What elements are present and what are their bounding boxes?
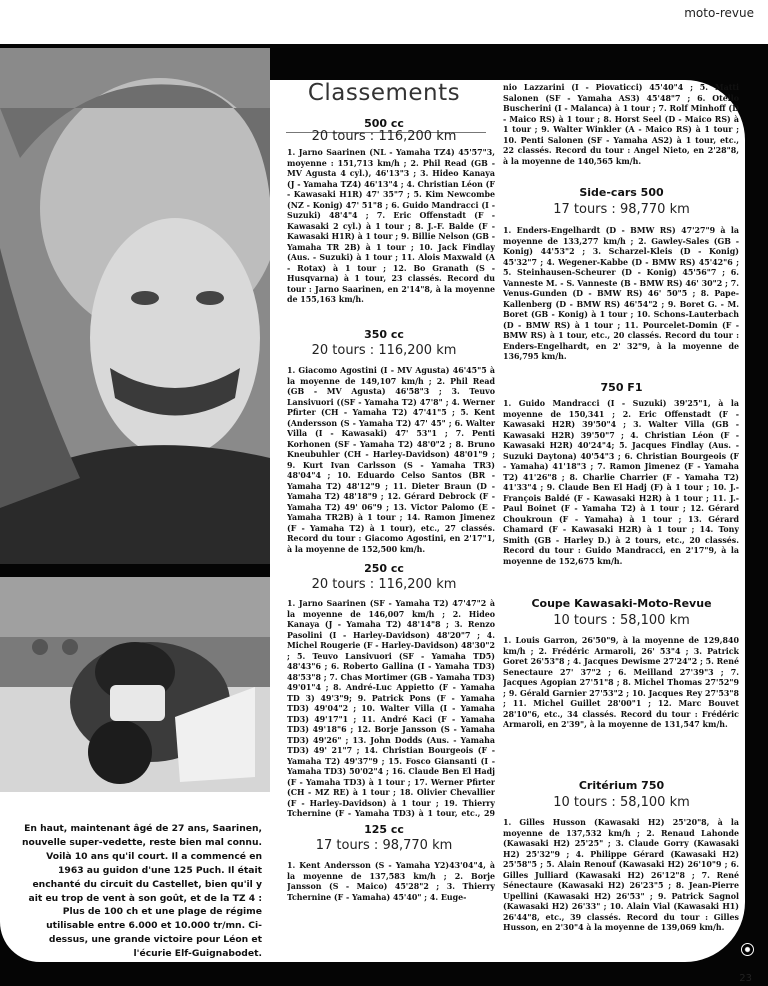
subheading-125cc: 17 tours : 98,770 km	[315, 838, 453, 853]
subheading-criterium-750: 10 tours : 58,100 km	[553, 795, 690, 810]
subheading-coupe-kawasaki: 10 tours : 58,100 km	[553, 613, 690, 628]
page-number: 23	[739, 973, 752, 984]
subheading-500cc: 20 tours : 116,200 km	[311, 129, 457, 144]
results-350cc: 1. Giacomo Agostini (I - MV Agusta) 46'45"5 à la moyenne de 149,107 km/h ; 2. Phil Read (GB - MV Agusta) 46'58"3 ; 3. Teuvo Lansivuori ((SF - Yamaha T2) 47'8" ; 4. Werner Pfirter (CH - Yamaha T2) 47'41"5 ; 5. Kent (Andersson (S - Yamaha T2) 47' 45" ; 6. Walter Villa (I - Kawasaki) 47' 53"1 ; 7. Penti Korhonen (SF - Yamaha T2) 48'0"2 ; 8. Bruno Kneubuhler (CH - Harley-Davidson) 48'01"9 ; 9. Kurt Ivan Carlsson (S - Yamaha TR3) 48'04"4 ; 10. Eduardo Celso Santos (BR - Yamaha T2) 48'12"9 ; 11. Dieter Braun (D - Yamaha T2) 48'18"9 ; 12. Gérard Debrock (F - Yamaha T2) 49' 06"9 ; 13. Victor Palomo (E - Yamaha TR2B) à 1 tour ; 14. Ramon Jimenez (F - Yamaha T2) à 1 tour), etc., 27 classés. Record du tour : Giacomo Agostini, en 2'17"1, à la moyenne de 152,500 km/h.	[287, 366, 495, 554]
heading-criterium-750: Critérium 750	[578, 779, 665, 792]
results-criterium-750: 1. Gilles Husson (Kawasaki H2) 25'20"8, à la moyenne de 137,532 km/h ; 2. Renaud Lahonde (Kawasaki H2) 25'25" ; 3. Claude Gorry (Kawasaki H2) 25'32"9 ; 4. Philippe Gérard (Kawasaki H2) 25'58"5 ; 5. Alain Renouf (Kawasaki H2) 26'10"9 ; 6. Gilles Julliard (Kawasaki H2) 26'12"8 ; 7. René Sénectaure (Kawasaki H2) 26'23"5 ; 8. Jean-Pierre Upellini (Kawasaki H2) 26'53" ; 9. Patrick Sagnol (Kawasaki H2) 26'33" ; 10. Alain Vial (Kawasaki H1) 26'44"8, etc., 39 classés. Record du tour : Gilles Husson, en 2'30"4 à la moyenne de 139,069 km/h.	[503, 818, 739, 932]
race-illustration	[0, 577, 270, 792]
heading-350cc: 350 cc	[364, 328, 404, 341]
subheading-sidecars: 17 tours : 98,770 km	[553, 202, 690, 217]
heading-sidecars: Side-cars 500	[579, 186, 664, 199]
portrait-photo	[0, 48, 270, 564]
subheading-250cc: 20 tours : 116,200 km	[311, 577, 457, 592]
page-title: Classements	[307, 80, 461, 106]
heading-500cc: 500 cc	[364, 117, 404, 130]
race-photo	[0, 577, 270, 792]
subheading-350cc: 20 tours : 116,200 km	[311, 343, 457, 358]
heading-125cc: 125 cc	[364, 823, 404, 836]
magazine-brand: moto-revue	[684, 6, 754, 20]
portrait-illustration	[0, 48, 270, 564]
magazine-crest-icon	[741, 943, 754, 956]
results-750f1: 1. Guido Mandracci (I - Suzuki) 39'25"1, à la moyenne de 150,341 ; 2. Eric Offenstadt (F - Kawasaki H2R) 39'50"4 ; 3. Walter Villa (GB - Kawasaki H2R) 39'50"7 ; 4. Christian Léon (F - Kawasaki H2R) 40'24"4; 5. Jacques Findlay (Aus. - Suzuki Daytona) 40'54"3 ; 6. Christian Bourgeois (F - Yamaha) 41'18"3 ; 7. Ramon Jimenez (F - Yamaha T2) 41'26"8 ; 8. Charlie Charrier (F - Yamaha T2) 41'33"4 ; 9. Claude Ben El Hadj (F) à 1 tour ; 10. J.-François Baldé (F - Kawasaki H2R) à 1 tour ; 11. J.-Paul Boinet (F - Yamaha T2) à 1 tour ; 12. Gérard Choukroun (F - Yamaha) à 1 tour ; 13. Gérard Chamard (F - Kawasaki H2R) à 1 tour ; 14. Tony Smith (GB - Harley D.) à 2 tours, etc., 20 classés. Record du tour : Guido Mandracci, en 2'17"9, à la moyenne de 152,675 km/h.	[503, 399, 739, 566]
heading-750f1: 750 F1	[600, 381, 643, 394]
results-500cc: 1. Jarno Saarinen (NL - Yamaha TZ4) 45'57"3, moyenne : 151,713 km/h ; 2. Phil Read (GB - MV Agusta 4 cyl.), 46'13"3 ; 3. Hideo Kanaya (J - Yamaha TZ4) 46'13"4 ; 4. Christian Léon (F - Kawasaki H1R) 47' 35"7 ; 5. Kim Newcombe (NZ - Konig) 47' 51"8 ; 6. Guido Mandracci (I - Suzuki) 48'4"4 ; 7. Eric Offenstadt (F - Kawasaki 2 cyl.) à 1 tour ; 8. J.-F. Balde (F - Kawasaki H1R) à 1 tour ; 9. Billie Nelson (GB - Yamaha TR 2B) à 1 tour ; 10. Jack Findlay (Aus. - Suzuki) à 1 tour ; 11. Alois Maxwald (A - Rotax) à 1 tour ; 12. Bo Granath (S - Husqvarna) à 1 tour, 23 classés. Record du tour : Jarno Saarinen, en 2'14"8, à la moyenne de 155,163 km/h.	[287, 148, 495, 304]
heading-250cc: 250 cc	[364, 562, 404, 575]
photo-caption: En haut, maintenant âgé de 27 ans, Saarinen, nouvelle super-vedette, reste bien mal connu. Voilà 10 ans qu'il court. Il a commencé en 1963 au guidon d'une 125 Puch. Il était enchanté du circuit du Castellet, bien qu'il y ait eu trop de vent à son goût, et de la TZ 4 : Plus de 100 ch et une plage de régime utilisable entre 6.000 et 10.000 tr/mn. Ci-dessus, une grande victoire pour Léon et l'écurie Elf-Guignabodet.	[22, 823, 262, 960]
heading-coupe-kawasaki: Coupe Kawasaki-Moto-Revue	[531, 597, 712, 610]
results-125cc-part1: 1. Kent Andersson (S - Yamaha Y2)43'04"4, à la moyenne de 137,583 km/h ; 2. Borje Jansson (S - Maico) 45'28"2 ; 3. Thierry Tchernine (F - Yamaha) 45'40" ; 4. Euge-	[287, 861, 495, 902]
header-strip	[0, 0, 768, 44]
results-coupe-kawasaki: 1. Louis Garron, 26'50"9, à la moyenne de 129,840 km/h ; 2. Frédéric Armaroli, 26' 53"4 ; 3. Patrick Goret 26'53"8 ; 4. Jacques Dewisme 27'24"2 ; 5. René Senectaure 27' 37"2 ; 6. Meilland 27'39"3 ; 7. Jacques Agopian 27'51"8 ; 8. Michel Thomas 27'52"9 ; 9. Gérald Garnier 27'53"2 ; 10. Jacques Rey 27'53"8 ; 11. Michel Guillet 28'00"1 ; 12. Marc Bouvet 28'10"6, etc., 34 classés. Record du tour : Frédéric Armaroli, en 2'39", à la moyenne de 131,547 km/h.	[503, 636, 739, 729]
results-sidecars: 1. Enders-Engelhardt (D - BMW RS) 47'27"9 à la moyenne de 133,277 km/h ; 2. Gawley-Sales (GB - Konig) 44'53"2 ; 3. Scharzel-Kleis (D - Konig) 45'32"7 ; 4. Wegener-Kabbe (D - BMW RS) 45'42"6 ; 5. Steinhausen-Scheurer (D - Konig) 45'56"7 ; 6. Vanneste M. - S. Vanneste (B - BMW RS) 46' 30"2 ; 7. Venus-Gunden (D - BMW RS) 46' 50"5 ; 8. Pape-Kallenberg (D - BMW RS) 46'54"2 ; 9. Boret G. - M. Boret (GB - Konig) à 1 tour ; 10. Schons-Lauterbach (D - BMW RS) à 1 tour ; 11. Pourcelet-Domin (F - BMW RS) à 1 tour, etc., 20 classés. Record du tour : Enders-Engelhardt, en 2' 32"9, à la moyenne de 136,795 km/h.	[503, 226, 739, 361]
results-250cc: 1. Jarno Saarinen (SF - Yamaha T2) 47'47"2 à la moyenne de 146,007 km/h ; 2. Hideo Kanaya (J - Yamaha T2) 48'14"8 ; 3. Renzo Pasolini (I - Harley-Davidson) 48'20"7 ; 4. Michel Rougerie (F - Harley-Davidson) 48'30"2 ; 5. Teuvo Lansivuori (SF - Yamaha TD5) 48'43"6 ; 6. Roberto Gallina (I - Yamaha TD3) 48'53"8 ; 7. Chas Mortimer (GB - Yamaha TD3) 49'01"4 ; 8. André-Luc Appietto (F - Yamaha TD 3) 49'3"9; 9. Patrick Pons (F - Yamaha TD3) 49'04"2 ; 10. Walter Villa (I - Yamaha TD3) 49'17"1 ; 11. André Kaci (F - Yamaha TD3) 49'18"6 ; 12. Borje Jansson (S - Yamaha TD3) 49'26" ; 13. John Dodds (Aus. - Yamaha TD3) 49' 21"7 ; 14. Christian Bourgeois (F - Yamaha T2) 49'37"9 ; 15. Fosco Giansanti (I - Yamaha TD3) 50'02"4 ; 16. Claude Ben El Hadj (F - Yamaha TD3) à 1 tour ; 17. Werner Pfirter (CH - MZ RE) à 1 tour ; 18. Olivier Chevallier (F - Harley-Davidson) à 1 tour ; 19. Thierry Tchernine (F - Yamaha TD3) à 1 tour, etc., 29	[287, 599, 495, 818]
results-125cc-continued: nio Lazzarini (I - Piovaticci) 45'40"4 ; 5. Matti Salonen (SF - Yamaha AS3) 45'48"7 ; 6. Otello Buscherini (I - Malanca) à 1 tour ; 7. Rolf Minhoff (D - Maico RS) à 1 tour ; 8. Horst Seel (D - Maico RS) à 1 tour ; 9. Walter Winkler (A - Maico RS) à 1 tour ; 10. Penti Salonen (SF - Yamaha AS2) à 1 tour, etc., 22 classés. Record du tour : Angel Nieto, en 2'28"8, à la moyenne de 140,565 km/h.	[503, 83, 739, 166]
